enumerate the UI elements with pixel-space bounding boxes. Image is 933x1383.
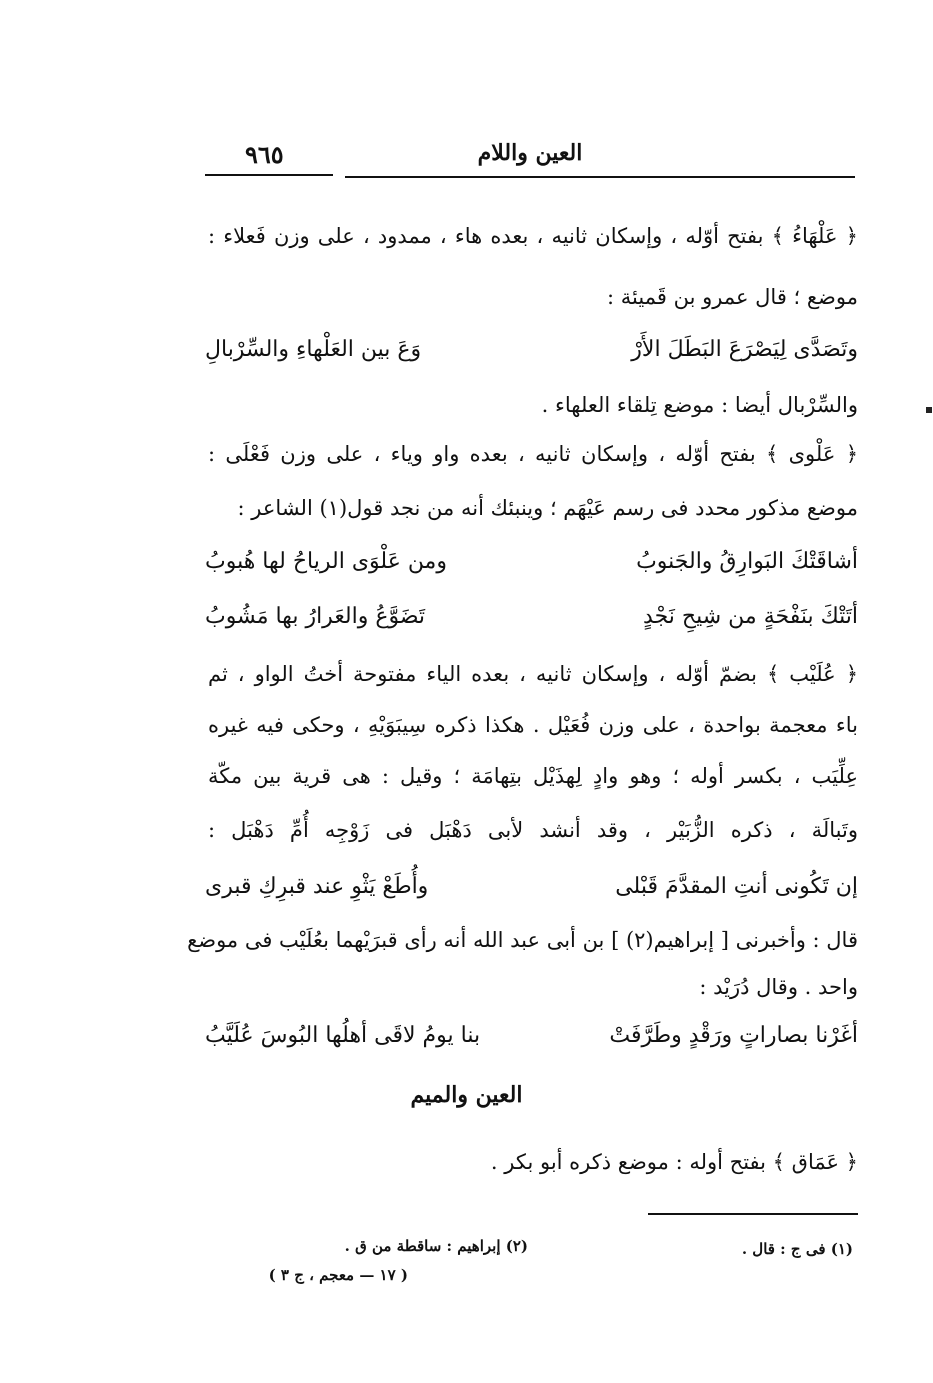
text-line: ﴿ عُلَيْب ﴾ بضمّ أوّله ، وإسكان ثانيه ، بعده الياء مفتوحة أختُ الواو ، ثم	[208, 662, 858, 686]
verse-hemistich-left: وَعَ بين العَلْهاءِ والسِّرْبالِ	[205, 337, 422, 362]
text-line: موضع ؛ قال عمرو بن قَميئة :	[607, 285, 858, 309]
footnote-rule	[648, 1213, 858, 1215]
verse-hemistich-left: ومن عَلْوَى الرياحُ لها هُبوبُ	[205, 549, 447, 574]
text-line: وتَبالَة ، ذكره الزُّبَيْر ، وقد أنشد لأبى دَهْبَل فى زَوْجِه أُمِّ دَهْبَل :	[208, 818, 858, 842]
page-number: ٩٦٥	[245, 140, 284, 169]
header-rule-left	[205, 174, 333, 176]
text-line: باء معجمة بواحدة ، على وزن فُعَيْل . هكذا ذكره سِيبَوَيْهِ ، وحكى فيه غيره	[208, 713, 858, 737]
text-line: قال : وأخبرنى [ إبراهيم(٢) ] بن أبى عبد الله أنه رأى قبرَيْهما بعُلَيْب فى موضع	[187, 928, 858, 952]
signature-mark: ( ١٧ — معجم ، ج ٣ )	[268, 1266, 408, 1284]
verse-hemistich-left: تَضَوَّعُ والعَرارُ بها مَشُوبُ	[205, 604, 426, 629]
running-title: العين واللام	[477, 140, 583, 166]
verse-hemistich-right: أغَرْنا بصاراتٍ ورَقْدٍ وطَرَّفَتْ	[609, 1023, 858, 1048]
text-line: عِلِّيَب ، بكسر أوله ؛ وهو وادٍ لِهذَيْل بتِهامَة ؛ وقيل : هى قرية بين مكّة	[208, 764, 858, 788]
text-line: واحد . وقال دُرَيْد :	[699, 975, 858, 999]
text-line: موضع مذكور محدد فى رسم عَيْهَم ؛ وينبئك أنه من نجد قول(١) الشاعر :	[237, 496, 858, 520]
text-line: ﴿ عَمَاق ﴾ بفتح أوله : موضع ذكره أبو بكر .	[490, 1150, 858, 1174]
verse-hemistich-left: بنا يومُ لاقَى أهلُها البُوسَ عُلَيَّبُ	[205, 1023, 481, 1048]
text-line: ﴿ عَلْوى ﴾ بفتح أوّله ، وإسكان ثانيه ، بعده واو وياء ، على وزن فَعْلَى :	[208, 442, 858, 466]
footnote-2: (٢) إبراهيم : ساقطة من ق .	[344, 1237, 528, 1255]
header-rule-right	[345, 176, 855, 178]
section-title: العين والميم	[410, 1082, 523, 1108]
verse-hemistich-right: وتَصَدَّى لِيَصْرَعَ البَطَلَ الأَرْ	[631, 337, 858, 362]
margin-dot	[926, 407, 932, 413]
verse-hemistich-right: أشاقَتْكَ البَوارِقُ والجَنوبُ	[636, 549, 858, 574]
verse-hemistich-right: أتَتْكَ بنَفْحَةٍ من شِيحِ نَجْدٍ	[643, 604, 858, 629]
text-line: والسِّرْبال أيضا : موضع تِلقاء العلهاء .	[541, 393, 858, 417]
page-header	[205, 138, 855, 178]
footnote-1: (١) فى ج : قال .	[741, 1240, 853, 1258]
verse-hemistich-right: إن تَكُونى أنتِ المقدَّمَ قَبْلى	[615, 874, 858, 899]
text-line: ﴿ عَلْهَاءُ ﴾ بفتح أوّله ، وإسكان ثانيه ، بعده هاء ، ممدود ، على وزن فَعلاء :	[208, 224, 858, 248]
verse-hemistich-left: وأُطَعْ يَثْوِ عند قبرِكِ قبرى	[205, 874, 429, 899]
